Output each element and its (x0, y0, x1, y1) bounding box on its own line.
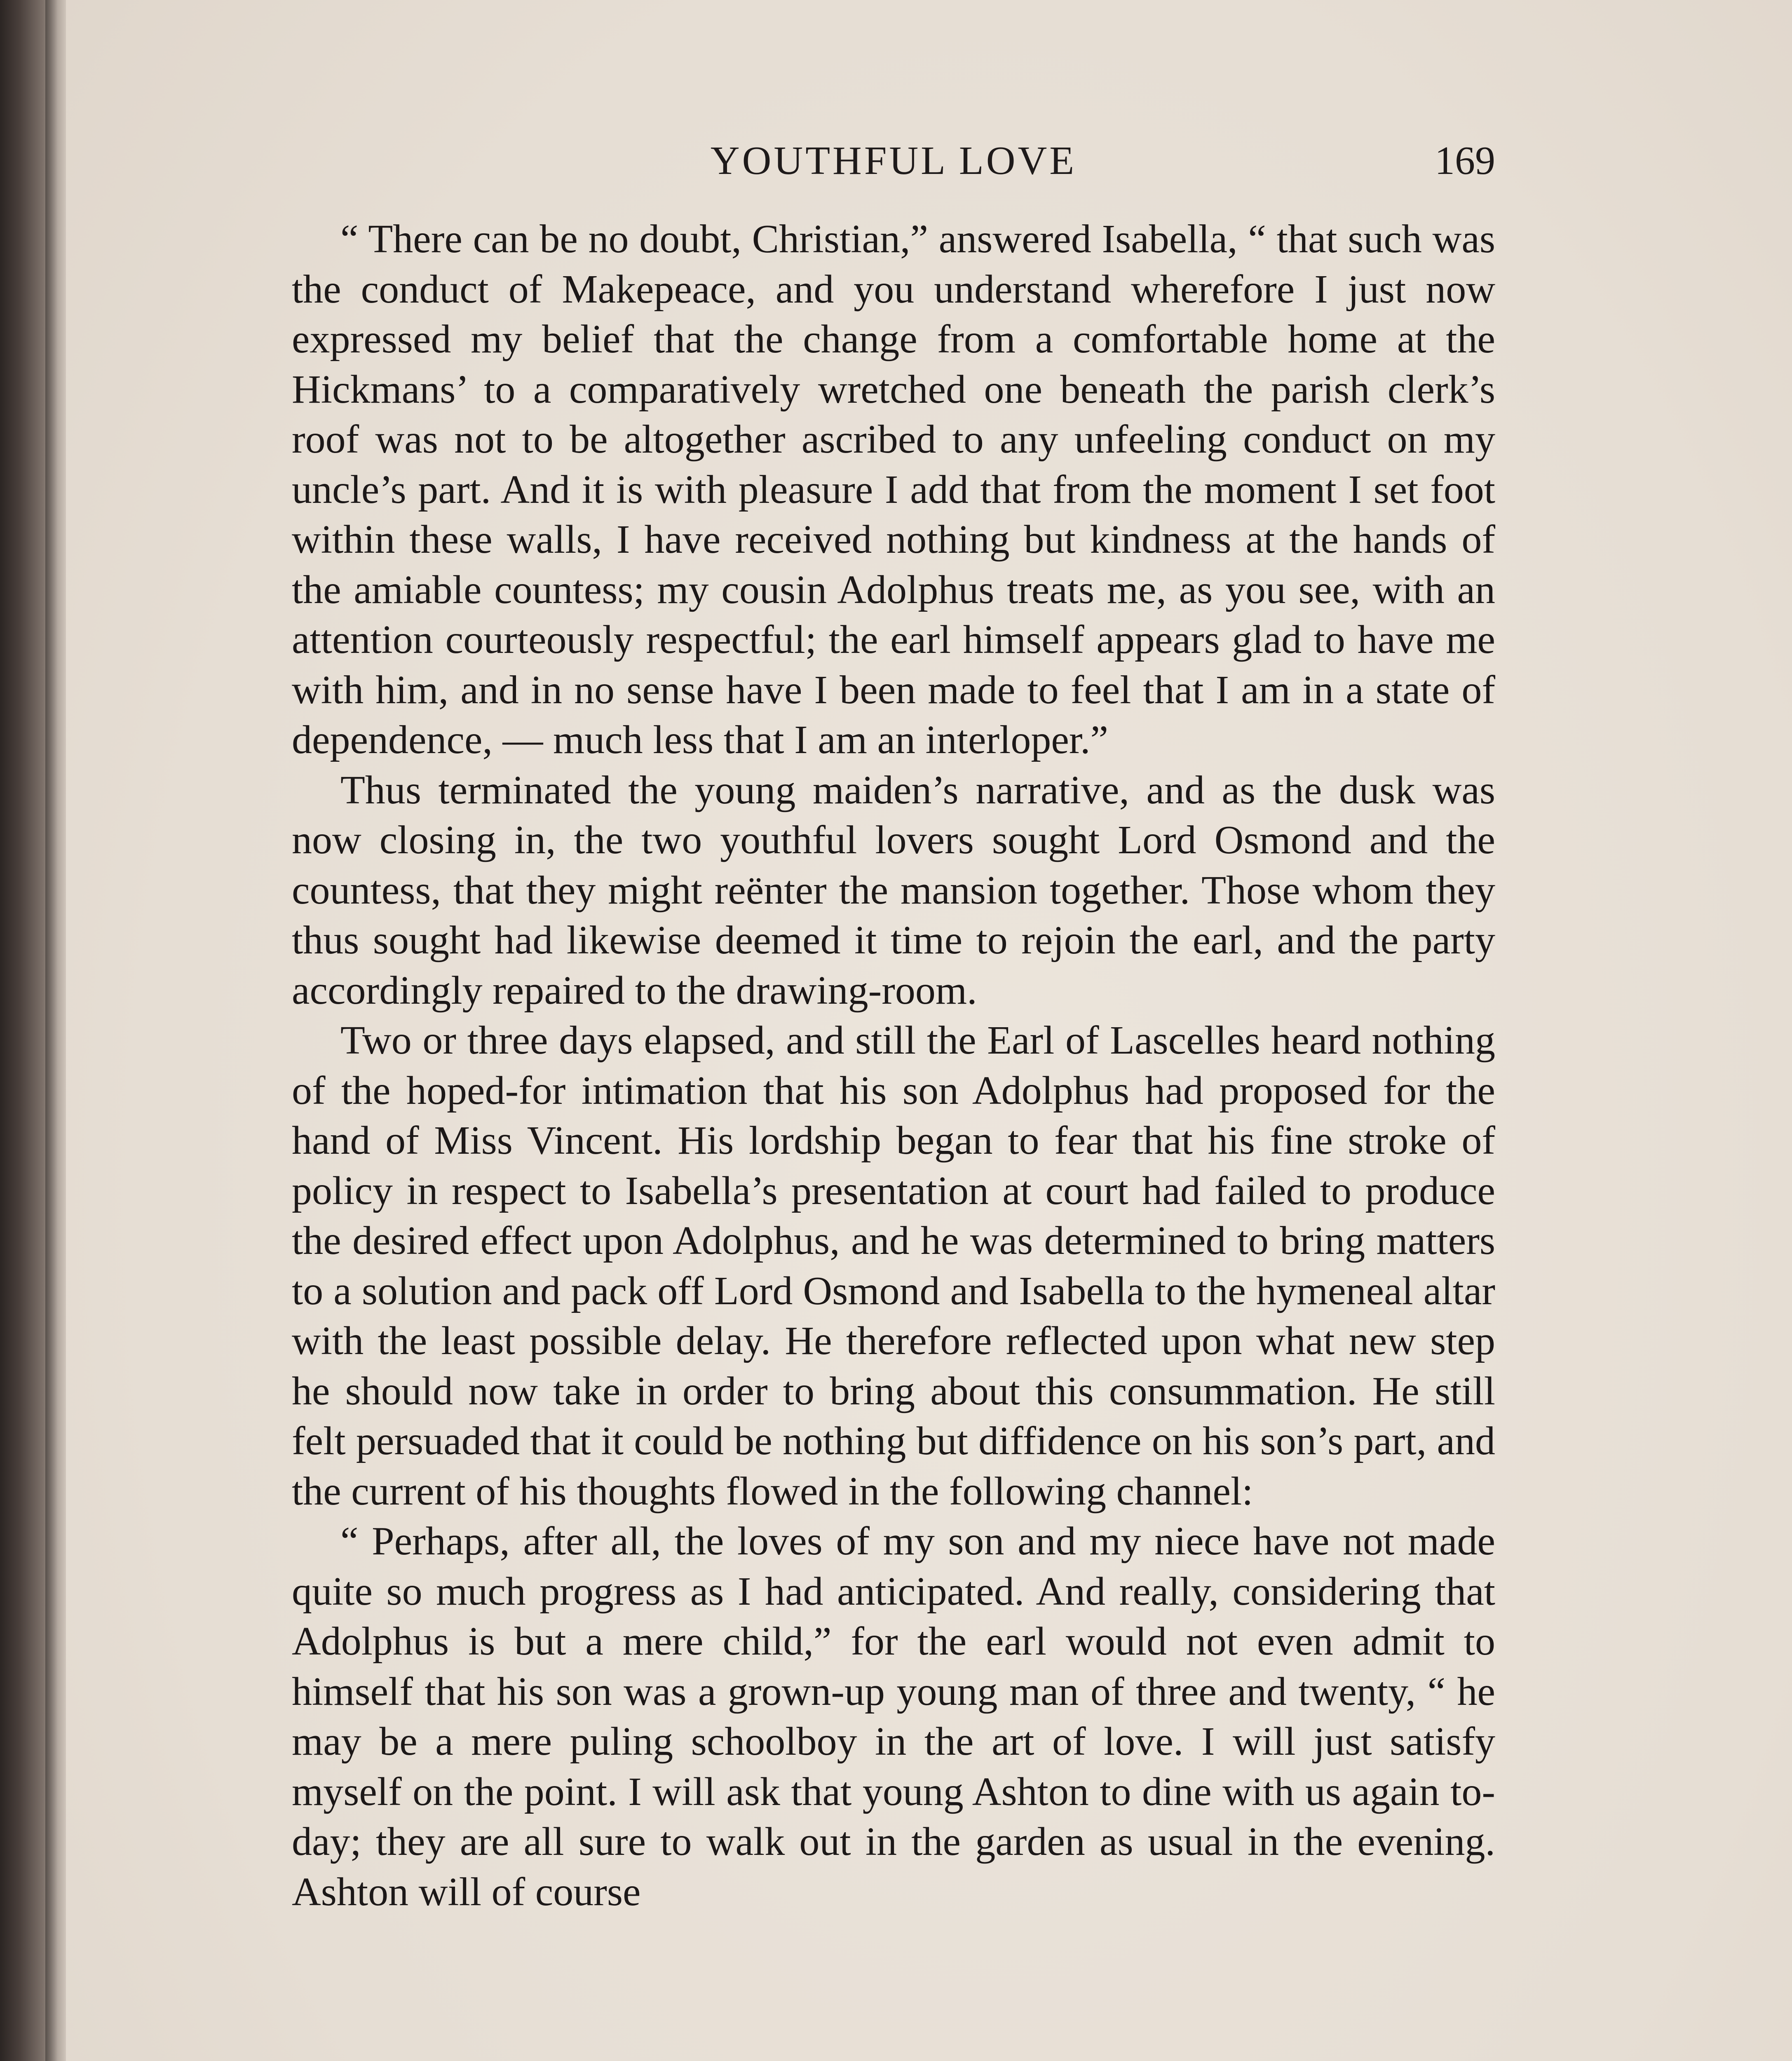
paragraph: Thus terminated the young maiden’s narrative, and as the dusk was now closing in, the two youthful lovers sought Lord Osmond and the countess, that they might reënter the mansion together. Those whom they thus sought had likewise deemed it time to rejoin the earl, and the party accordingly repaired to the drawing-room. (292, 768, 1495, 1013)
paragraph: “ Perhaps, after all, the loves of my son and my niece have not made quite so much progress as I had anticipated. And really, considering that Adolphus is but a mere child,” for the earl would not even admit to himself that his son was a grown-up young man of three and twenty, “ he may be a mere puling schoolboy in the art of love. I will just satisfy myself on the point. I will ask that young Ashton to dine with us again to-day; they are all sure to walk out in the garden as usual in the evening. Ashton will of course (292, 1519, 1495, 1914)
body-text (292, 214, 1495, 1917)
paragraph: Two or three days elapsed, and still the Earl of Lascelles heard nothing of the hoped-for intimation that his son Adolphus had proposed for the hand of Miss Vincent. His lordship began to fear that his fine stroke of policy in respect to Isabella’s presentation at court had failed to produce the desired effect upon Adolphus, and he was determined to bring matters to a solution and pack off Lord Osmond and Isabella to the hymeneal altar with the least possible delay. He therefore reflected upon what new step he should now take in order to bring about this consummation. He still felt persuaded that it could be nothing but diffidence on his son’s part, and the current of his thoughts flowed in the following channel: (292, 1018, 1495, 1514)
spine-shadow (45, 0, 58, 2061)
paragraph: “ There can be no doubt, Christian,” answered Isabella, “ that such was the conduct of Makepeace, and you understand wherefore I just now expressed my belief that the change from a comfortable home at the Hickmans’ to a comparatively wretched one beneath the parish clerk’s roof was not to be altogether ascribed to any unfeeling conduct on my uncle’s part. And it is with pleasure I add that from the moment I set foot within these walls, I have received nothing but kindness at the hands of the amiable countess; my cousin Adolphus treats me, as you see, with an attention courteously respectful; the earl himself appears glad to have me with him, and in no sense have I been made to feel that I am in a state of dependence, — much less that I am an interloper.” (292, 217, 1495, 762)
page-number: 169 (1435, 138, 1495, 183)
page-header (292, 132, 1495, 190)
running-head: YOUTHFUL LOVE (710, 138, 1077, 183)
